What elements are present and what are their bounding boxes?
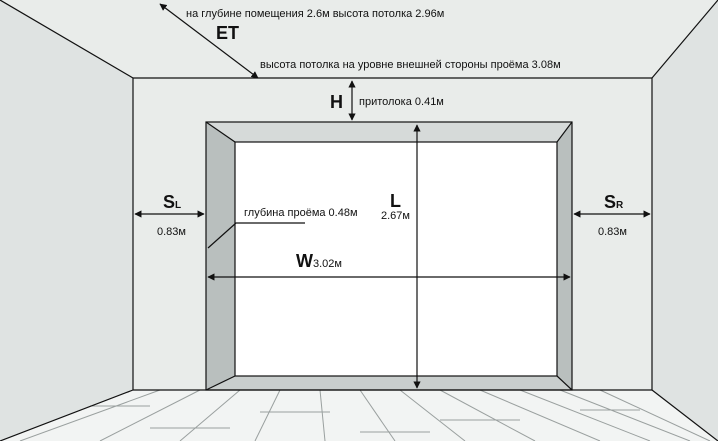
l-value: 2.67м — [381, 210, 410, 222]
l-label: L — [390, 191, 401, 211]
s-left-value: 0.83м — [157, 226, 186, 238]
h-label: H — [330, 92, 343, 112]
s-right-label: SR — [604, 192, 624, 212]
s-left-label: SL — [163, 192, 182, 212]
opening-depth-label: глубина проёма 0.48м — [244, 207, 358, 219]
right-reveal — [557, 122, 572, 390]
left-reveal — [206, 122, 235, 390]
ceiling-outer-note: высота потолка на уровне внешней стороны проёма 3.08м — [260, 59, 561, 71]
et-label: ET — [216, 23, 240, 43]
w-label: W3.02м — [296, 251, 342, 271]
lintel-label: притолока 0.41м — [359, 96, 444, 108]
lintel-reveal — [206, 122, 572, 142]
opening — [235, 142, 557, 376]
s-right-value: 0.83м — [598, 226, 627, 238]
ceiling-depth-note: на глубине помещения 2.6м высота потолка 2.96м — [186, 8, 445, 20]
